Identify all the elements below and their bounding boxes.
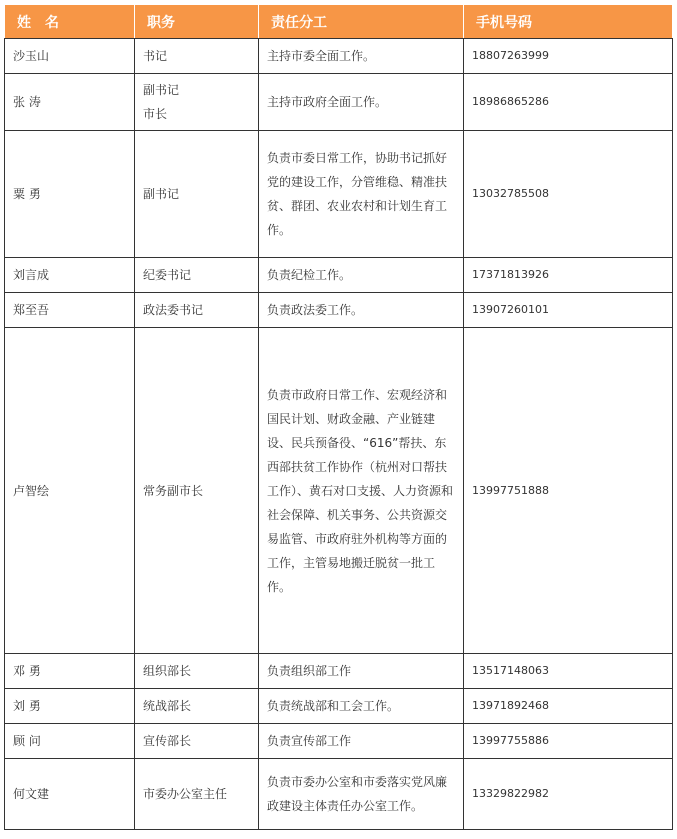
title-line: 副书记 bbox=[143, 187, 180, 201]
cell-name: 张 涛 bbox=[5, 74, 135, 131]
table-row bbox=[5, 39, 673, 74]
cell-name: 刘 勇 bbox=[5, 689, 135, 724]
title-line: 政法委书记 bbox=[143, 303, 204, 317]
cell-title bbox=[135, 724, 259, 759]
cell-title bbox=[135, 258, 259, 293]
cell-name: 刘言成 bbox=[5, 258, 135, 293]
cell-title bbox=[135, 293, 259, 328]
table-row bbox=[5, 654, 673, 689]
title-line: 统战部长 bbox=[143, 699, 192, 713]
cell-title bbox=[135, 689, 259, 724]
cell-phone: 18986865286 bbox=[464, 74, 673, 131]
cell-phone: 13032785508 bbox=[464, 131, 673, 258]
title-line: 市长 bbox=[143, 107, 168, 121]
table-row bbox=[5, 258, 673, 293]
title-line: 组织部长 bbox=[143, 664, 192, 678]
table-row bbox=[5, 689, 673, 724]
title-line: 宣传部长 bbox=[143, 734, 192, 748]
cell-name: 邓 勇 bbox=[5, 654, 135, 689]
cell-duty: 负责市政府日常工作、宏观经济和国民计划、财政金融、产业链建设、民兵预备役、“616”帮扶、东西部扶贫工作协作（杭州对口帮扶工作）、黄石对口支援、人力资源和社会保障、机关事务、公共资源交易监管、市政府驻外机构等方面的工作，主管易地搬迁脱贫一批工作。 bbox=[259, 328, 464, 654]
title-line: 常务副市长 bbox=[143, 483, 204, 498]
column-header-phone: 手机号码 bbox=[464, 5, 673, 39]
title-line: 书记 bbox=[143, 49, 168, 63]
cell-duty: 负责纪检工作。 bbox=[259, 258, 464, 293]
leadership-table bbox=[4, 4, 673, 830]
table-row bbox=[5, 131, 673, 258]
cell-phone: 17371813926 bbox=[464, 258, 673, 293]
cell-name: 郑至吾 bbox=[5, 293, 135, 328]
cell-name: 顾 问 bbox=[5, 724, 135, 759]
cell-duty: 负责宣传部工作 bbox=[259, 724, 464, 759]
cell-phone: 18807263999 bbox=[464, 39, 673, 74]
cell-name: 何文建 bbox=[5, 759, 135, 830]
cell-duty: 负责市委办公室和市委落实党风廉政建设主体责任办公室工作。 bbox=[259, 759, 464, 830]
table-row bbox=[5, 724, 673, 759]
cell-title bbox=[135, 759, 259, 830]
title-line: 副书记 bbox=[143, 83, 180, 97]
table-row bbox=[5, 293, 673, 328]
title-line: 市委办公室主任 bbox=[143, 787, 228, 801]
cell-phone: 13997751888 bbox=[464, 328, 673, 654]
table-row bbox=[5, 328, 673, 654]
cell-duty: 负责市委日常工作，协助书记抓好党的建设工作，分管维稳、精准扶贫、群团、农业农村和计划生育工作。 bbox=[259, 131, 464, 258]
table-row bbox=[5, 759, 673, 830]
column-header-duty: 责任分工 bbox=[259, 5, 464, 39]
cell-phone: 13997755886 bbox=[464, 724, 673, 759]
cell-duty: 主持市委全面工作。 bbox=[259, 39, 464, 74]
cell-duty: 主持市政府全面工作。 bbox=[259, 74, 464, 131]
cell-phone: 13907260101 bbox=[464, 293, 673, 328]
cell-title bbox=[135, 74, 259, 131]
cell-phone: 13971892468 bbox=[464, 689, 673, 724]
cell-phone: 13517148063 bbox=[464, 654, 673, 689]
cell-name: 粟 勇 bbox=[5, 131, 135, 258]
header-row bbox=[5, 5, 673, 39]
table-row bbox=[5, 74, 673, 131]
cell-duty: 负责政法委工作。 bbox=[259, 293, 464, 328]
cell-duty: 负责组织部工作 bbox=[259, 654, 464, 689]
cell-name: 沙玉山 bbox=[5, 39, 135, 74]
column-header-name: 姓 名 bbox=[5, 5, 135, 39]
cell-duty: 负责统战部和工会工作。 bbox=[259, 689, 464, 724]
cell-name: 卢智绘 bbox=[5, 328, 135, 654]
cell-title bbox=[135, 654, 259, 689]
title-line: 纪委书记 bbox=[143, 268, 192, 282]
cell-title bbox=[135, 328, 259, 654]
column-header-title: 职务 bbox=[135, 5, 259, 39]
cell-phone: 13329822982 bbox=[464, 759, 673, 830]
cell-title bbox=[135, 131, 259, 258]
cell-title bbox=[135, 39, 259, 74]
